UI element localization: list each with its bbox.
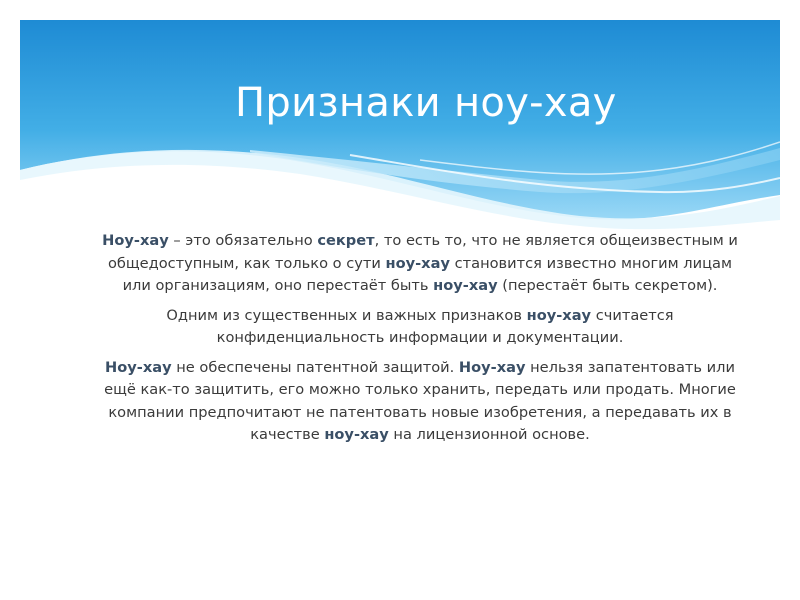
slide-title: Признаки ноу-хау [235, 80, 617, 126]
paragraph-3 [100, 357, 740, 447]
text-run: , то есть то, что не является общеизвестным и общедоступным, как только о сути [107, 232, 738, 272]
bold-term: Ноу-хау [102, 232, 169, 249]
text-run: на лицензионной основе. [388, 426, 590, 443]
paragraph-2 [100, 305, 740, 350]
bold-term: Ноу-хау [458, 358, 526, 376]
text-run: – это обязательно [168, 232, 318, 249]
text-run: Одним из существенных и важных признаков [166, 306, 527, 324]
header-banner [20, 20, 780, 230]
text-run: не обеспечены патентной защитой. [171, 358, 459, 376]
text-run: (перестаёт быть секретом). [497, 277, 718, 294]
bold-term: ноу-хау [324, 426, 389, 443]
slide-body [100, 230, 740, 454]
bold-term: Ноу-хау [105, 358, 172, 376]
bold-term: ноу-хау [385, 254, 450, 272]
bold-term: ноу-хау [526, 306, 592, 324]
bold-term: ноу-хау [433, 277, 498, 294]
text-run: становится известно многим лицам или организациям, оно перестаёт быть [122, 254, 733, 294]
bold-term: секрет [317, 232, 375, 249]
paragraph-1 [100, 230, 740, 298]
text-run: нельзя запатентовать или ещё как-то защитить, его можно только хранить, передать или продать. Многие компании предпочитают не патентовать новые изобретения, а передавать их в качестве [104, 358, 736, 443]
text-run: считается конфиденциальность информации и документации. [216, 306, 674, 346]
